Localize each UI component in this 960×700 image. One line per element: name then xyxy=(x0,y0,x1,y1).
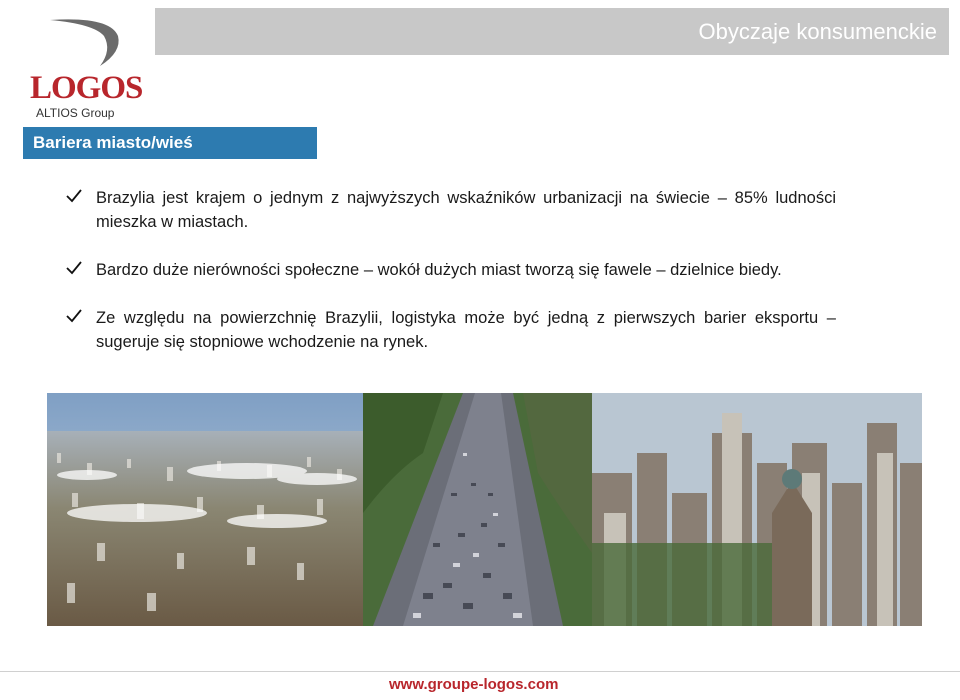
logo-subtitle: ALTIOS Group xyxy=(36,106,115,120)
title-bar xyxy=(155,8,949,55)
footer-divider xyxy=(0,671,960,672)
list-item xyxy=(66,186,836,234)
list-item xyxy=(66,258,836,282)
list-item xyxy=(66,306,836,354)
bullet-text: Ze względu na powierzchnię Brazylii, logistyka może być jedną z pierwszych barier eksportu – sugeruje się stopniowe wchodzenie na rynek. xyxy=(96,309,836,351)
footer-url[interactable]: www.groupe-logos.com xyxy=(389,676,559,693)
section-title: Bariera miasto/wieś xyxy=(33,133,193,152)
bullet-list xyxy=(66,186,836,378)
aerial-city-photo xyxy=(47,393,363,626)
checkmark-icon xyxy=(66,261,82,275)
logo-text: LOGOS xyxy=(30,70,143,106)
checkmark-icon xyxy=(66,309,82,323)
photo-strip xyxy=(47,393,922,626)
highway-traffic-photo xyxy=(363,393,592,626)
page-title: Obyczaje konsumenckie xyxy=(698,19,937,44)
section-label xyxy=(23,127,317,159)
logos-logo xyxy=(22,14,143,124)
bullet-text: Bardzo duże nierówności społeczne – wokół dużych miast tworzą się fawele – dzielnice biedy. xyxy=(96,261,782,279)
city-skyline-photo xyxy=(592,393,922,626)
checkmark-icon xyxy=(66,189,82,203)
logo-swoosh-icon xyxy=(40,14,130,70)
bullet-text: Brazylia jest krajem o jednym z najwyższych wskaźników urbanizacji na świecie – 85% ludności mieszka w miastach. xyxy=(96,189,836,231)
